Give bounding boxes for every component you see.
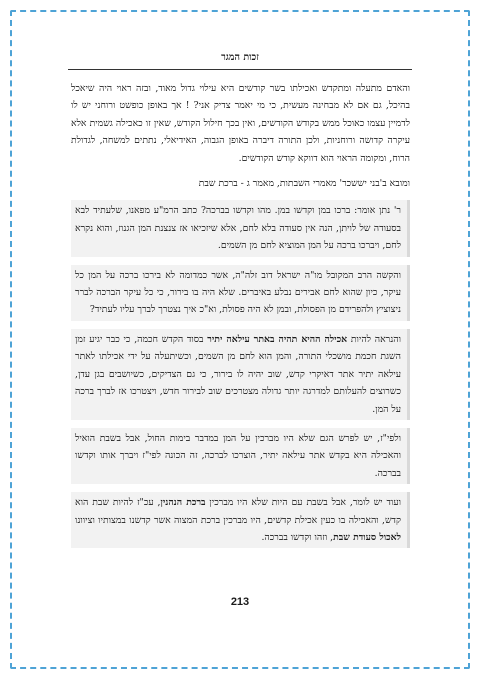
- running-header: [68, 52, 412, 70]
- text-run: והנראה להיות: [347, 333, 401, 345]
- text-run: ועוד יש לומר, אבל בשבת עם היות שלא היו מברכין: [205, 497, 402, 509]
- main-text: [71, 80, 410, 556]
- text-run: , וזהו וקדשו בברכה.: [261, 531, 334, 543]
- quoted-paragraph: [71, 492, 410, 548]
- bold-phrase: ברכת הנהנין: [160, 497, 206, 509]
- page-number: 213: [230, 596, 250, 608]
- quoted-paragraph: ולפי"ז, יש לפרש הגם שלא היו מברכין על המן במדבר בימות החול, אבל בשבת הואיל והאכילה היא בקדש אתר עילאה יתיר, הוצרכו לברכה, זה הכונה לפי"ז ויברך אותו וקדשו בברכה.: [71, 428, 410, 484]
- header-title: זכות המגר: [213, 52, 267, 63]
- quoted-paragraph: והקשה הרב המקובל מו"ה ישראל דוב זלה"ה, אשר כמדומה לא בירכו ברכה על המן כל עיקר, כיון שהוא לחם אבירים נבלע באיברים. שלא היה בו בירור, כי כל עיקר הברכה לברר ניצוציץ ולהפרידם מן הפסולת, ובמן לא היה פסולת, וא"כ איך נצטרך לברך עליו לעתיד?: [71, 265, 410, 321]
- text-run: , עכ"ז להיות שבת הוא קדש, והאכילה בו כעין אכילת קדשים, היו מברכין ברכת המצוה אשר קדשנו במצותיו וציוונו: [75, 497, 401, 526]
- header-rule: [68, 69, 412, 70]
- bold-phrase: אכילה ההיא תהיה באתר עילאה יתיר: [207, 333, 348, 345]
- bold-phrase: לאכול סעודת שבת: [333, 531, 401, 543]
- quoted-paragraph: [71, 329, 410, 420]
- source-citation: ומובא ב'בני יששכר' מאמרי השבתות, מאמר ג - ברכת שבת: [198, 178, 410, 190]
- quoted-paragraph: ר' נתן אומר: ברכו במן וקדשו במן. מהו וקדשו בברכה? כתב הרמ"ע מפאנו, שלעתיד לבא בסעודה של לויתן, הנה אין סעודה בלא לחם, אלא שיזכיאו אז צנצנת המן הגנוז, והוא נקרא לחם, ויברכו ברכה על המן המוציא לחם מן השמים.: [71, 200, 410, 256]
- paragraph: והאדם מתעלה ומתקדש ואכילתו בשר קודשים היא עילוי גדול מאוד, ובזה ראוי היה שיאכל בהיכל, גם אם לא מבחינה מעשית, כי מי יאמר צדיק אני? ! אך באופן כופשט ורוחני יש לו לדמיין עצמו כאוכל ממש בקודש הקודשים, ואין בכך חילול הקודש, שאין זו כאכילה גשמית אלא עיקרה קדושה ורוחניות, ולכן התורה דיברה באופן הגבוה, האידיאלי, נתתים למשחה, לגדולת הרוח, ומקומה הראוי הוא דווקא קודש הקודשים.: [71, 83, 410, 164]
- text-run: בסוד הקדש חכמה, כי כבר יגיע זמן השגת חכמת מושכלי התורה, והמן הוא לחם מן השמים, וכשיתעלה על ידי אכילתו לאתר עילאה יתיר אתר דאיקרי קדש, שוב יהיה לו בירור, כי גם הצדיקים, כשיושבים בגן עדן, כשרוצים להעלותם למדרגה יותר גדולה מצטרכים שוב לבירור חדש, ויצטרכו אז לברך ברכה על המן.: [75, 333, 401, 415]
